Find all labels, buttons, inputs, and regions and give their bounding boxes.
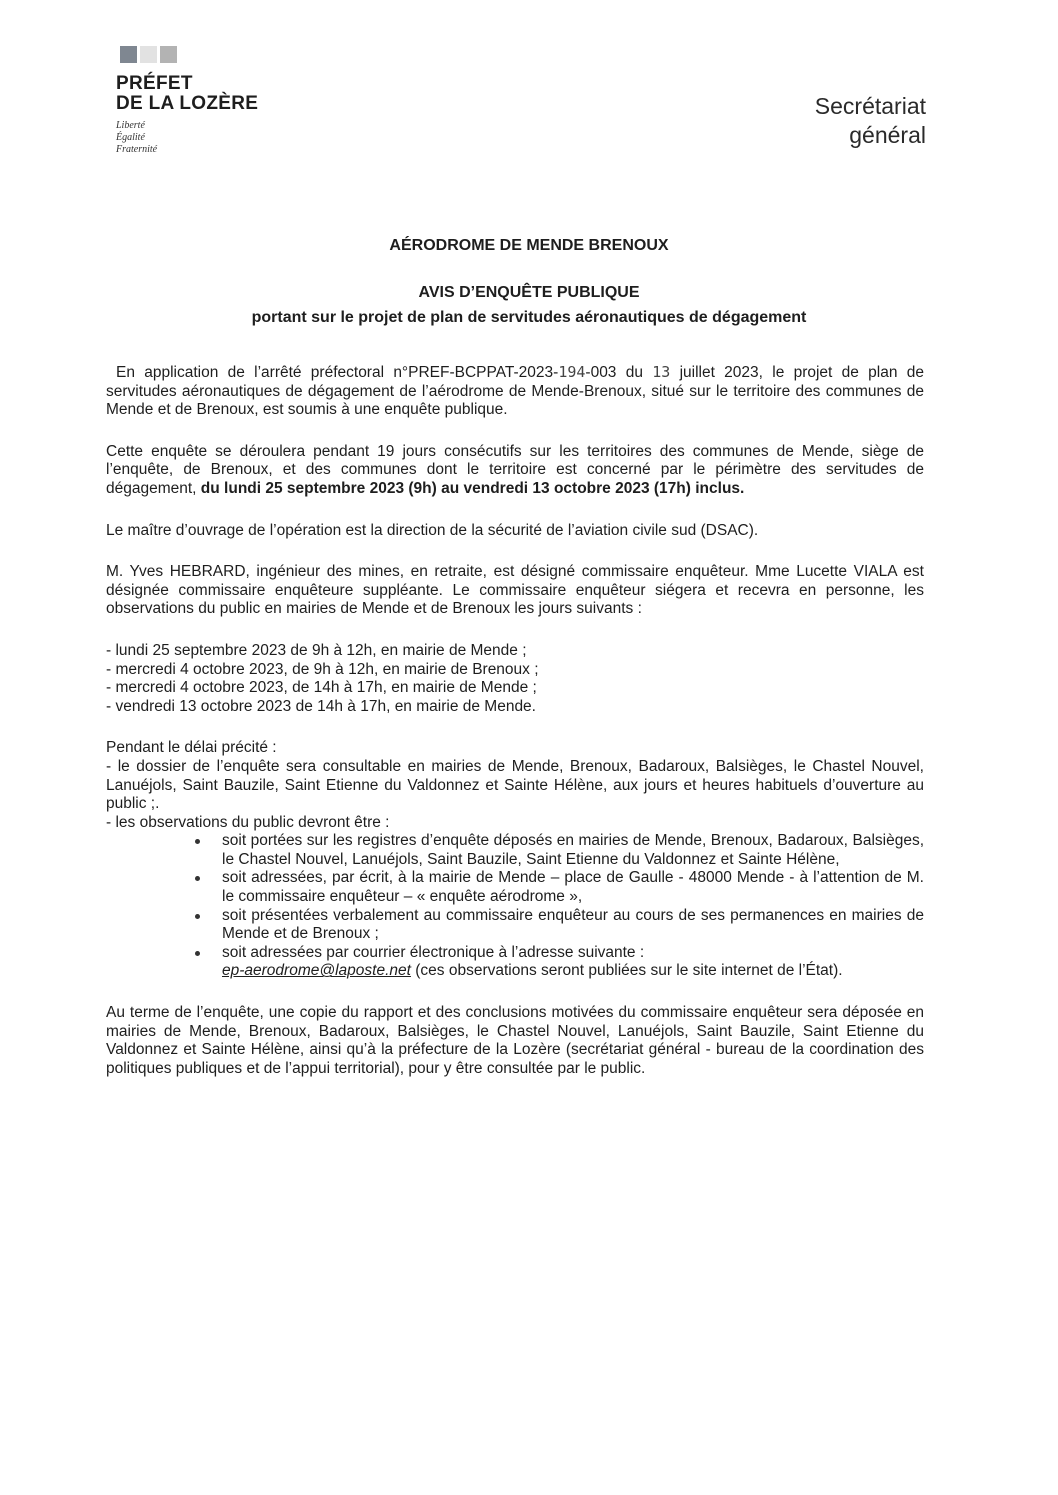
bullet-icon	[195, 914, 200, 919]
bullet-icon	[195, 951, 200, 956]
period-section	[106, 739, 924, 981]
bullet-icon	[195, 876, 200, 881]
prefect-title	[116, 74, 258, 114]
paragraph-duration	[106, 443, 924, 499]
prefect-line-1: PRÉFET	[116, 73, 193, 94]
department-line-1: Secrétariat	[814, 93, 926, 119]
observation-text: soit présentées verbalement au commissaire enquêteur au cours de ses permanences en mairies de Mende et de Brenoux ;	[222, 906, 924, 943]
email-link[interactable]: ep-aerodrome@laposte.net	[222, 962, 411, 980]
department-line-2: général	[849, 122, 926, 148]
duration-dates: du lundi 25 septembre 2023 (9h) au vendredi 13 octobre 2023 (17h) inclus.	[200, 479, 745, 497]
duration-text: Cette enquête se déroulera pendant 19 jours consécutifs sur les territoires des communes de Mende, siège de l’enquête, de Brenoux, et des communes dont le territoire est concerné par le périmètre des servitudes de dégagement,	[106, 442, 924, 497]
observations-list	[106, 832, 924, 981]
observation-text: soit portées sur les registres d’enquête déposés en mairies de Mende, Brenoux, Badaroux, Balsièges, le Chastel Nouvel, Lanuéjols, Saint Bauzile, Saint Etienne du Valdonnez et Sainte Hélène,	[222, 832, 924, 868]
prefect-line-2: DE LA LOZÈRE	[116, 93, 259, 114]
bullet-icon	[195, 839, 200, 844]
permanences-list	[106, 642, 924, 716]
observation-item	[222, 832, 924, 869]
observation-item	[222, 869, 924, 906]
permanence-item: - mercredi 4 octobre 2023, de 9h à 12h, en mairie de Brenoux ;	[106, 660, 539, 678]
period-intro: Pendant le délai précité :	[106, 739, 277, 757]
permanence-item: - vendredi 13 octobre 2023 de 14h à 17h, en mairie de Mende.	[106, 697, 536, 715]
observation-item	[222, 907, 924, 944]
arrete-text-mid: -003 du	[585, 364, 653, 381]
email-note: (ces observations seront publiées sur le site internet de l’État).	[410, 962, 843, 980]
paragraph-maitre-ouvrage: Le maître d’ouvrage de l’opération est la direction de la sécurité de l’aviation civile sud (DSAC).	[106, 521, 759, 539]
observation-text: soit adressées, par écrit, à la mairie de Mende – place de Gaulle - 48000 Mende - à l’attention de M. le commissaire enquêteur – « enquête aérodrome »,	[222, 869, 924, 906]
document-title: AÉRODROME DE MENDE BRENOUX	[389, 237, 669, 254]
arrete-text-start: En application de l’arrêté préfectoral n°PREF-BCPPAT-2023-	[116, 364, 559, 381]
department-name	[815, 92, 926, 150]
marianne-flag-icon	[120, 46, 258, 63]
document-body	[106, 363, 924, 1101]
paragraph-arrete	[106, 363, 924, 420]
observation-text: soit adressées par courrier électronique à l’adresse suivante :	[222, 943, 645, 961]
observations-intro: - les observations du public devront être :	[106, 813, 390, 831]
paragraph-commissaire: M. Yves HEBRARD, ingénieur des mines, en retraite, est désigné commissaire enquêteur. Mme Lucette VIALA est désignée commissaire enquêteure suppléante. Le commissaire enquêteur siégera et recevra en personne, les observations du public en mairies de Mende et de Brenoux les jours suivants :	[106, 563, 924, 618]
notice-title: AVIS D’ENQUÊTE PUBLIQUE	[418, 284, 640, 301]
prefecture-logo	[116, 46, 258, 156]
motto-egalite: Égalité	[116, 132, 145, 143]
republic-motto	[116, 120, 258, 156]
motto-fraternite: Fraternité	[116, 144, 158, 155]
paragraph-conclusion: Au terme de l’enquête, une copie du rapport et des conclusions motivées du commissaire enquêteur sera déposée en mairies de Mende, Brenoux, Badaroux, Balsièges, le Chastel Nouvel, Lanuéjols, Saint Bauzile, Saint Etienne du Valdonnez et Sainte Hélène, ainsi qu’à la préfecture de la Lozère (secrétariat général - bureau de la coordination des politiques publiques et de l’appui territorial), pour y être consultée par le public.	[106, 1004, 924, 1077]
permanence-item: - lundi 25 septembre 2023 de 9h à 12h, en mairie de Mende ;	[106, 641, 527, 659]
arrete-text-end: juillet 2023, le projet de plan de servitudes aéronautiques de dégagement de l’aérodrome de Mende-Brenoux, situé sur le territoire des communes de Mende et de Brenoux, est soumis à une enquête publique.	[106, 364, 924, 419]
permanence-item: - mercredi 4 octobre 2023, de 14h à 17h, en mairie de Mende ;	[106, 679, 537, 697]
handwritten-number: 194	[558, 363, 586, 381]
handwritten-day: 13	[652, 363, 671, 381]
observation-item	[222, 944, 924, 981]
notice-subject: portant sur le projet de plan de servitudes aéronautiques de dégagement	[251, 309, 807, 326]
dossier-consultation: - le dossier de l’enquête sera consultable en mairies de Mende, Brenoux, Badaroux, Balsièges, le Chastel Nouvel, Lanuéjols, Saint Bauzile, Saint Etienne du Valdonnez et Sainte Hélène, aux jours et heures habituels d’ouverture au public ;.	[106, 757, 924, 813]
motto-liberte: Liberté	[116, 120, 145, 131]
